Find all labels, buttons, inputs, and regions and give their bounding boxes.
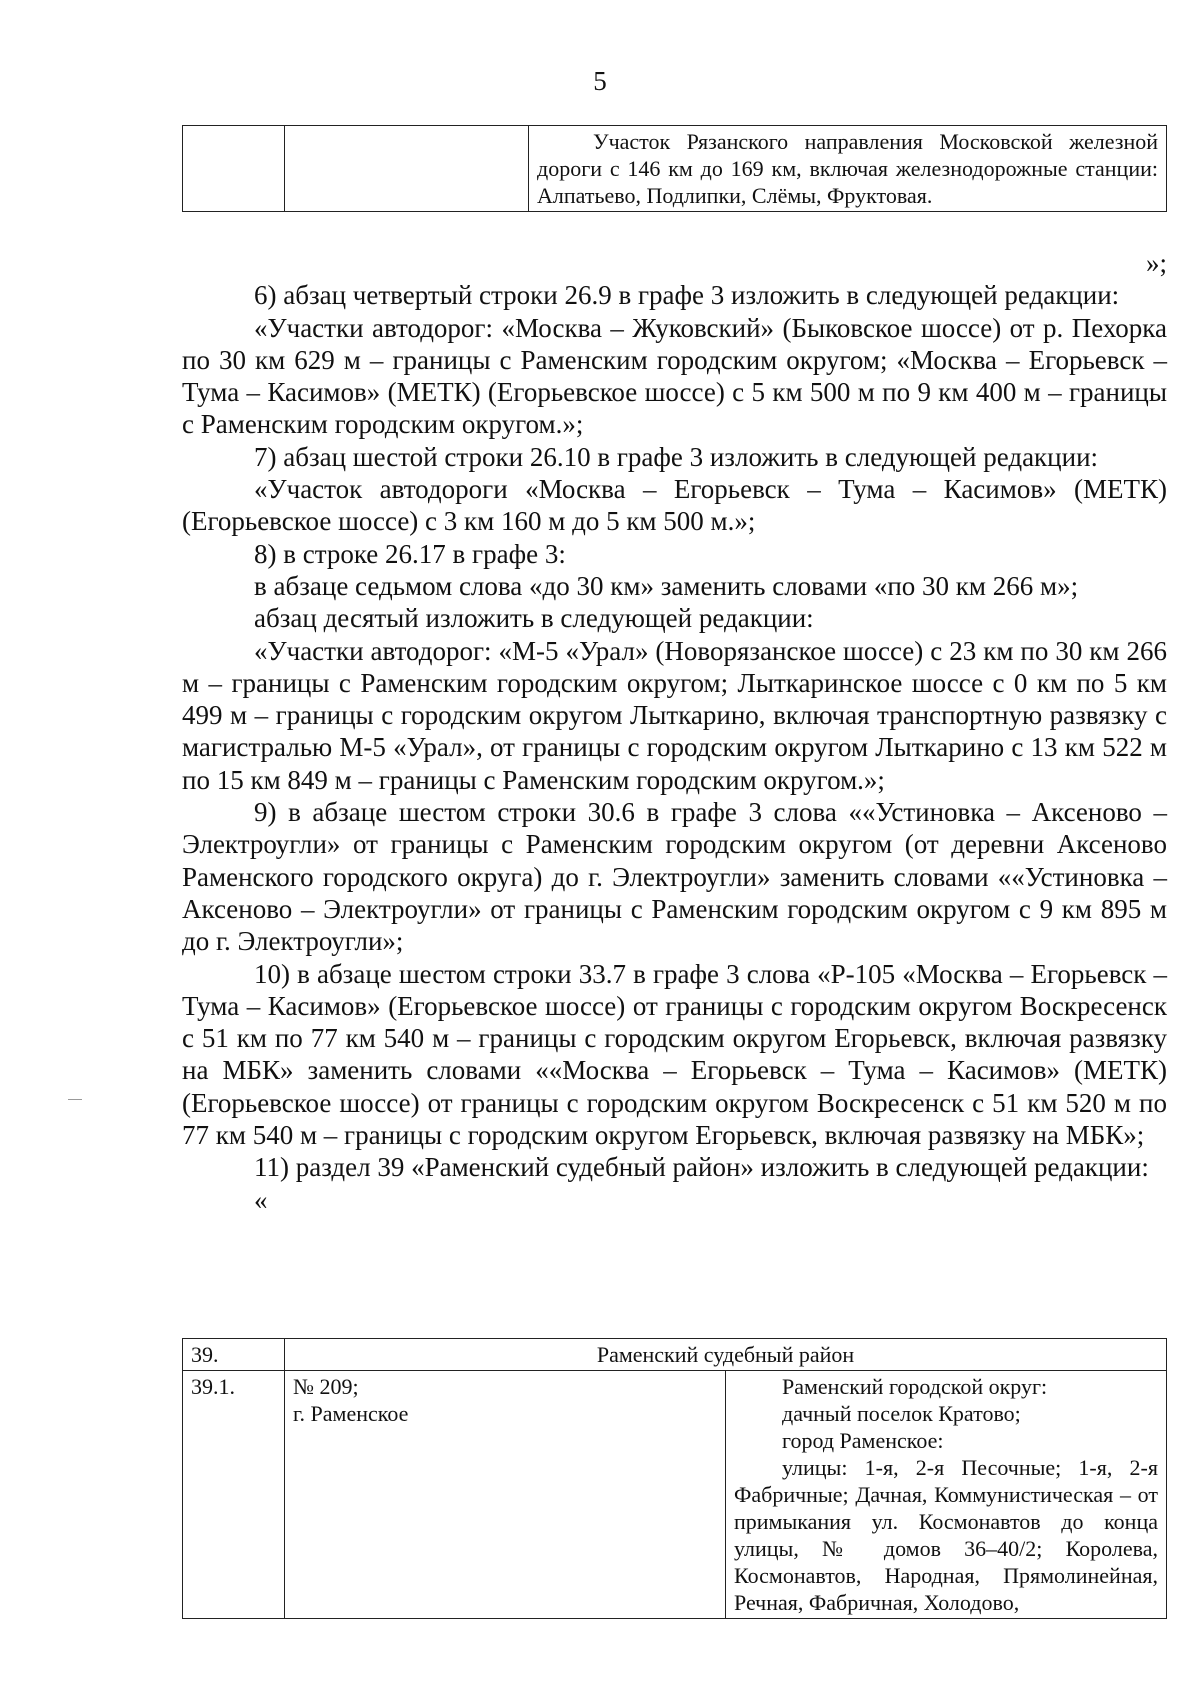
- section-number: 39.: [183, 1339, 285, 1371]
- margin-mark: [68, 1099, 82, 1100]
- closing-quote-mark: »;: [1145, 248, 1167, 278]
- table-cell-number: [183, 126, 285, 212]
- table-row: [183, 1339, 1167, 1371]
- court-number: № 209;: [293, 1374, 359, 1399]
- paragraph: «Участки автодорог: «М-5 «Урал» (Новорязанское шоссе) с 23 км по 30 км 266 м – границы с Раменским городским округом; Лыткаринское шоссе с 0 км по 5 км 499 м – границы с городским округом Лыткарино, включая транспортную развязку с магистралью М-5 «Урал», от границы с городским округом Лыткарино с 13 км 522 м по 15 км 849 м – границы с Раменским городским округом.»;: [182, 635, 1167, 795]
- table-cell-territory: [529, 126, 1167, 212]
- document-body: [182, 247, 1167, 1216]
- table-row: [183, 1371, 1167, 1619]
- section-table: [182, 1338, 1167, 1619]
- paragraph: 8) в строке 26.17 в графе 3:: [254, 538, 566, 569]
- paragraph: 7) абзац шестой строки 26.10 в графе 3 изложить в следующей редакции:: [254, 441, 1099, 472]
- territory-streets: улицы: 1-я, 2-я Песочные; 1-я, 2-я Фабричные; Дачная, Коммунистическая – от примыкания ул. Космонавтов до конца улицы, № домов 36–40/2; Королева, Космонавтов, Народная, Прямолинейная, Речная, Фабричная, Холодово,: [734, 1455, 1158, 1615]
- section-title: Раменский судебный район: [285, 1339, 1167, 1371]
- top-table: [182, 125, 1167, 212]
- territory-line: город Раменское:: [782, 1428, 944, 1453]
- table-cell-court: [285, 126, 529, 212]
- row-number: 39.1.: [183, 1371, 285, 1619]
- paragraph: 6) абзац четвертый строки 26.9 в графе 3 изложить в следующей редакции:: [254, 280, 1120, 311]
- paragraph: в абзаце седьмом слова «до 30 км» заменить словами «по 30 км 266 м»;: [254, 570, 1079, 601]
- paragraph: 10) в абзаце шестом строки 33.7 в графе 3 слова «Р-105 «Москва – Егорьевск – Тума – Касимов» (Егорьевское шоссе) от границы с городским округом Воскресенск с 51 км по 77 км 540 м – границы с городским округом Егорьевск, включая развязку на МБК» заменить словами ««Москва – Егорьевск – Тума – Касимов» (МЕТК) (Егорьевское шоссе) от границы с городским округом Воскресенск с 51 км 520 м по 77 км 540 м – границы с городским округом Егорьевск, включая развязку на МБК»;: [182, 958, 1167, 1151]
- territory-cell: [726, 1371, 1167, 1619]
- paragraph: «Участок автодороги «Москва – Егорьевск – Тума – Касимов» (МЕТК) (Егорьевское шоссе) с 3 км 160 м до 5 км 500 м.»;: [182, 474, 1167, 537]
- table-row: [183, 126, 1167, 212]
- territory-line: дачный поселок Кратово;: [782, 1401, 1021, 1426]
- page-number: 5: [593, 66, 607, 96]
- territory-text: Участок Рязанского направления Московской железной дороги с 146 км до 169 км, включая железнодорожные станции: Алпатьево, Подлипки, Слёмы, Фруктовая.: [537, 129, 1158, 208]
- paragraph: 9) в абзаце шестом строки 30.6 в графе 3 слова ««Устиновка – Аксеново – Электроугли» от границы с Раменским городским округом (от деревни Аксеново Раменского городского округа) до г. Электроугли» заменить словами ««Устиновка – Аксеново – Электроугли» от границы с Раменским городским округом с 9 км 895 м до г. Электроугли»;: [182, 797, 1167, 957]
- court-cell: [285, 1371, 726, 1619]
- court-city: г. Раменское: [293, 1401, 409, 1426]
- territory-line: Раменский городской округ:: [782, 1374, 1048, 1399]
- paragraph: абзац десятый изложить в следующей редакции:: [254, 603, 814, 634]
- opening-quote-mark: «: [254, 1184, 268, 1215]
- paragraph: 11) раздел 39 «Раменский судебный район» изложить в следующей редакции:: [254, 1152, 1149, 1183]
- paragraph: «Участки автодорог: «Москва – Жуковский» (Быковское шоссе) от р. Пехорка по 30 км 629 м – границы с Раменским городским округом; «Москва – Егорьевск – Тума – Касимов» (МЕТК) (Егорьевское шоссе) с 5 км 500 м по 9 км 400 м – границы с Раменским городским округом.»;: [182, 312, 1167, 440]
